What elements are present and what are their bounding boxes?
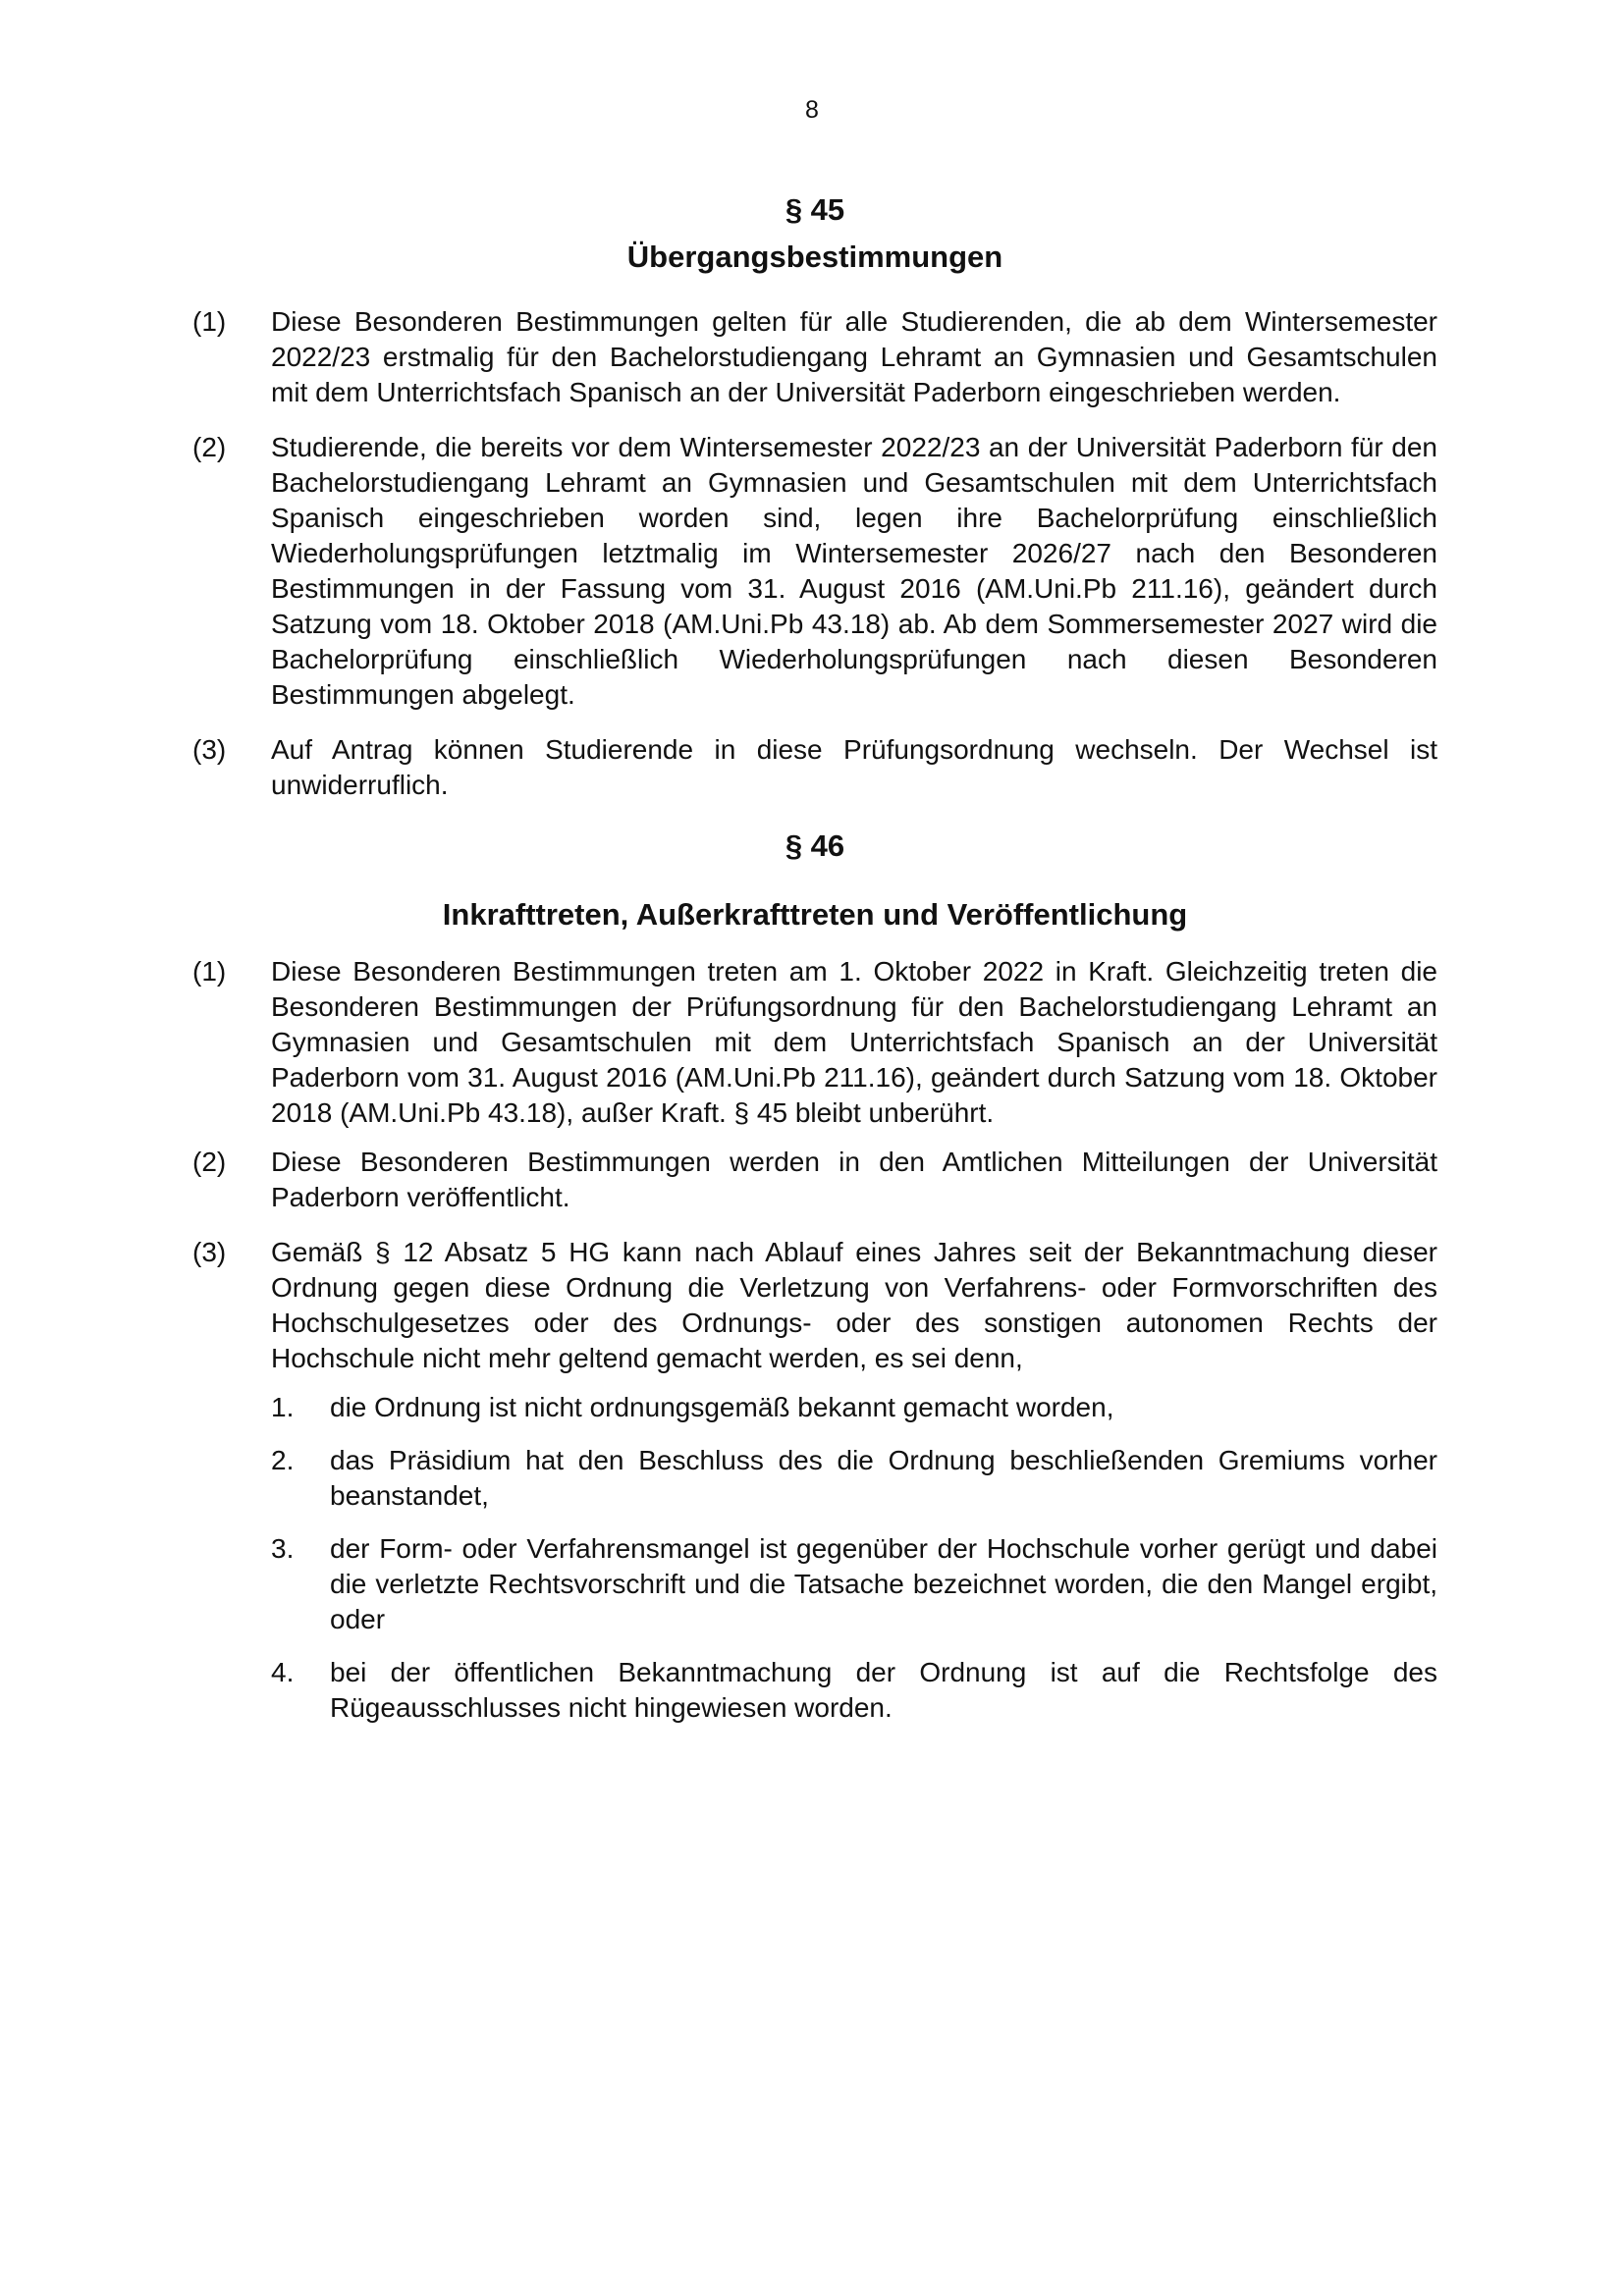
list-item (271, 1390, 1437, 1425)
paragraph-text: Diese Besonderen Bestimmungen werden in den Amtlichen Mitteilungen der Universität Paderborn veröffentlicht. (271, 1147, 1437, 1212)
section-46 (192, 823, 1437, 1726)
list-item-text: die Ordnung ist nicht ordnungsgemäß bekannt gemacht worden, (330, 1392, 1114, 1422)
paragraph (192, 430, 1437, 713)
list-item-text: der Form- oder Verfahrensmangel ist gegenüber der Hochschule vorher gerügt und dabei die verletzte Rechtsvorschrift und die Tatsache bezeichnet worden, die den Mangel ergibt, oder (330, 1533, 1437, 1634)
list-item-number: 1. (271, 1392, 295, 1422)
section-title: Inkrafttreten, Außerkrafttreten und Veröffentlichung (442, 897, 1188, 932)
paragraph-text: Auf Antrag können Studierende in diese Prüfungsordnung wechseln. Der Wechsel ist unwiderruflich. (271, 734, 1437, 800)
document-body (192, 187, 1437, 1743)
paragraph-number: (3) (192, 1237, 227, 1267)
paragraph-text: Gemäß § 12 Absatz 5 HG kann nach Ablauf eines Jahres seit der Bekanntmachung dieser Ordnung gegen diese Ordnung die Verletzung von Verfahrens- oder Formvorschriften des Hochschulgesetzes oder des Ordnungs- oder des sonstigen autonomen Rechts der Hochschule nicht mehr geltend gemacht werden, es sei denn, (271, 1237, 1437, 1373)
paragraph-text: Studierende, die bereits vor dem Wintersemester 2022/23 an der Universität Paderborn für den Bachelorstudiengang Lehramt an Gymnasien und Gesamtschulen mit dem Unterrichtsfach Spanisch eingeschrieben worden sind, legen ihre Bachelorprüfung einschließlich Wiederholungsprüfungen letztmalig im Wintersemester 2026/27 nach den Besonderen Bestimmungen in der Fassung vom 31. August 2016 (AM.Uni.Pb 211.16), geändert durch Satzung vom 18. Oktober 2018 (AM.Uni.Pb 43.18) ab. Ab dem Sommersemester 2027 wird die Bachelorprüfung einschließlich Wiederholungsprüfungen nach diesen Besonderen Bestimmungen abgelegt. (271, 432, 1437, 710)
paragraph-text: Diese Besonderen Bestimmungen treten am 1. Oktober 2022 in Kraft. Gleichzeitig treten die Besonderen Bestimmungen der Prüfungsordnung für den Bachelorstudiengang Lehramt an Gymnasien und Gesamtschulen mit dem Unterrichtsfach Spanisch an der Universität Paderborn vom 31. August 2016 (AM.Uni.Pb 211.16), geändert durch Satzung vom 18. Oktober 2018 (AM.Uni.Pb 43.18), außer Kraft. § 45 bleibt unberührt. (271, 956, 1437, 1128)
list-item-text: das Präsidium hat den Beschluss des die Ordnung beschließenden Gremiums vorher beanstandet, (330, 1445, 1437, 1511)
paragraph-number: (1) (192, 306, 227, 337)
section-symbol: § 45 (785, 192, 845, 227)
paragraph (192, 954, 1437, 1131)
list-item-number: 3. (271, 1533, 295, 1564)
paragraph-text: Diese Besonderen Bestimmungen gelten für alle Studierenden, die ab dem Wintersemester 2022/23 erstmalig für den Bachelorstudiengang Lehramt an Gymnasien und Gesamtschulen mit dem Unterrichtsfach Spanisch an der Universität Paderborn eingeschrieben werden. (271, 306, 1437, 407)
list-item (271, 1655, 1437, 1726)
paragraph (192, 732, 1437, 803)
page-number: 8 (805, 96, 819, 124)
paragraph (192, 1235, 1437, 1376)
paragraph-number: (3) (192, 734, 227, 765)
section-title: Übergangsbestimmungen (626, 240, 1003, 274)
paragraph-number: (2) (192, 1147, 227, 1177)
paragraph (192, 1145, 1437, 1215)
list-item-number: 4. (271, 1657, 295, 1687)
paragraph-number: (2) (192, 432, 227, 462)
paragraph-number: (1) (192, 956, 227, 987)
section-symbol: § 46 (785, 828, 845, 863)
exception-list (192, 1390, 1437, 1726)
list-item-text: bei der öffentlichen Bekanntmachung der Ordnung ist auf die Rechtsfolge des Rügeausschlusses nicht hingewiesen worden. (330, 1657, 1437, 1723)
list-item (271, 1443, 1437, 1514)
list-item (271, 1531, 1437, 1637)
paragraph (192, 304, 1437, 410)
section-45 (192, 187, 1437, 803)
list-item-number: 2. (271, 1445, 295, 1475)
